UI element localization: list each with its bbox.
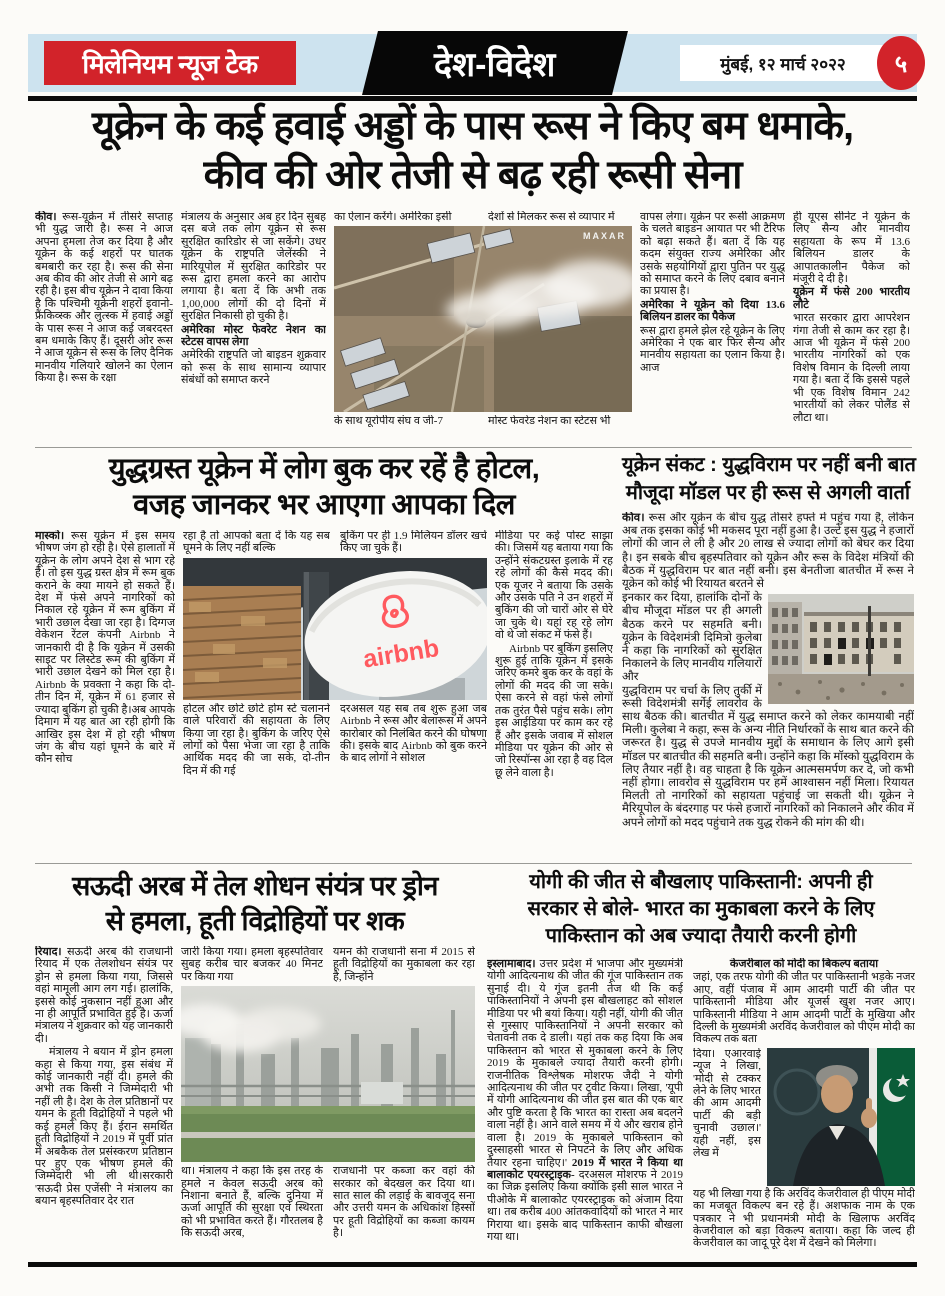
- article1-column2: मंत्रालय के अनुसार अब हर दिन सुबह दस बजे तक लोग यूक्रेन से रूस सुरक्षित कारिडोर से जा सकेंगे। उधर यूक्रेन के राष्ट्रपति जेलेंस्की ने मारियूपोल में सुरक्षित कारिडोर पर रूस द्वारा हमला करने का आरोप लगाया है। बता दें कि अभी तक 1,00,000 लोगों की दो दिनों में सुरक्षित निकासी हो चुकी है। अमेरिका मोस्ट फेवरेट नेशन का स्टेटस वापस लेगा अमेरिकी राष्ट्रपति जो बाइडन शुक्रवार को रूस के साथ सामान्य व्यापार संबंधों को समाप्त करने: [181, 211, 326, 387]
- section-title: देश-विदेश: [434, 46, 556, 84]
- article1-column1: कीव। रूस-यूक्रेन में तीसरे सप्ताह भी युद्ध जारी है। रूस ने आज अपना हमला तेज कर दिया है और यूक्रेन के कई शहरों पर घातक बमबारी कर रहा है। रूस की सेना अब कीव की ओर तेजी से आगे बढ़ रही है। इस बीच यूक्रेन ने दावा किया है कि पश्चिमी यूक्रेनी शहरों इवानो-फ्रैंकिव्स्क और लुत्स्क में हवाई अड्डों के पास रूस ने आज कई जबरदस्त बम धमाके किए हैं। दूसरी ओर रूस ने आज यूक्रेन से रूस के लिए दैनिक मानवीय गलियारे खोलने का ऐलान किया है। रूस के रक्षा: [35, 211, 173, 385]
- yogi-article-headline: योगी की जीत से बौखलाए पाकिस्तानी: अपनी ही सरकार से बोले- भारत का मुकाबला करने के लिए पाकिस्तान को अब ज्यादा तैयारी करनी होगी: [527, 871, 875, 948]
- satellite-image: [334, 226, 632, 412]
- main-headline-line2: कीव की ओर तेजी से बढ़ रही रूसी सेना: [203, 152, 742, 197]
- oil-refinery-image: [181, 986, 475, 1162]
- section-divider-2: [35, 863, 912, 864]
- date-text: मुंबई, १२ मार्च २०२२: [720, 54, 846, 74]
- article-yogi-pakistan: [487, 958, 915, 1258]
- page-number: ५: [894, 50, 908, 78]
- masthead-title: मिलेनियम न्यूज टेक: [82, 49, 258, 79]
- footer-rule: [28, 1262, 917, 1267]
- main-headline: [35, 102, 910, 200]
- header-rule: [28, 96, 917, 101]
- saudi-mid-bottomline: था। मंत्रालय ने कहा कि इस तरह के हमले न केवल सऊदी अरब को निशाना बनाते हैं, बल्कि दुनिया में ऊर्जा आपूर्ति की सुरक्षा एवं स्थिरता को भी प्रभावित करते हैं। गौरतलब है कि सऊदी अरब, राजधानी पर कब्जा कर वहां की सरकार को बेदखल कर दिया था। सात साल की लड़ाई के बावजूद सना और उत्तरी यमन के अधिकांश हिस्सों पर हूती विद्रोहियों का कब्जा कायम है।: [181, 1165, 475, 1240]
- masthead: [44, 41, 296, 85]
- yogi-column1: इस्लामाबाद। उत्तर प्रदेश में भाजपा और मुख्यमंत्री योगी आदित्यनाथ की जीत की गूंज पाकिस्तान तक सुनाई दी। ये गूंज इतनी तेज थी कि कई पाकिस्तानियों ने अपनी इस बौखलाहट को सोशल मीडिया पर भी बयां किया। यही नहीं, योगी की जीत से गुस्साए पाकिस्तानियों ने अपनी सरकार को चेतावनी तक दे डाली। यहां तक कह दिया कि अब पाकिस्तान को भारत से मुकाबला करने के लिए 2019 के मुकाबले ज्यादा तैयारी करनी होगी। राजनीतिक विश्लेषक मोशरफ जैदी ने योगी आदित्यनाथ की जीत पर ट्वीट किया। लिखा, 'यूपी में योगी आदित्यनाथ की जीत इस बात की एक बार और पुष्टि करता है कि भारत का रास्ता अब बदलने वाला नहीं है। आने वाले समय में ये और खराब होने वाला है। 2019 के मुकाबले पाकिस्तान को दुस्साहसी भारत से निपटने के लिए और अधिक तैयार रहना चाहिए।' 2019 में भारत ने किया था बालाकोट एयरस्ट्राइक- दरअसल मोशरफ ने 2019 का जिक्र इसलिए किया क्योंकि इसी साल भारत ने पीओके में बालाकोट एयरस्ट्राइक को अंजाम दिया था। तब करीब 400 आंतकवादियों को भारत ने मार गिराया था। इसके बाद पाकिस्तान काफी बौखला गया था।: [487, 958, 683, 1243]
- imran-khan-photo: [767, 1048, 915, 1186]
- subhead-us-package: अमेरिका ने यूक्रेन को दिया 13.6 बिलियन डालर का पैकेज: [640, 298, 785, 324]
- ceasefire-article-headline: यूक्रेन संकट : युद्धविराम पर नहीं बनी बात मौजूदा मॉडल पर ही रूस से अगली वार्ता: [622, 454, 916, 504]
- subhead-indians-returned: यूक्रेन में फंसे 200 भारतीय लौटे: [793, 286, 910, 311]
- dateline-moscow: मास्को।: [35, 530, 65, 542]
- article1-column6: ही यूएस सीनेट ने यूक्रेन के लिए सैन्य और मानवीय सहायता के रूप में 13.6 बिलियन डालर के आपातकालीन पैकेज को मंजूरी दे दी है। यूक्रेन में फंसे 200 भारतीय लौटे भारत सरकार द्वारा आपरेशन गंगा तेजी से काम कर रहा है। आज भी यूक्रेन में फंसे 200 भारतीय नागरिकों को एक विशेष विमान के दिल्ली लाया गया है। बता दें कि इससे पहले भी एक विशेष विमान 242 भारतीयों को लेकर पोलैंड से लौटा था।: [793, 211, 910, 424]
- saudi-middle: [181, 946, 475, 1258]
- article-airbnb-bookings: [35, 530, 613, 858]
- article-ukraine-airstrikes: [35, 211, 912, 445]
- header-bar: [28, 34, 917, 92]
- subhead-kejriwal: केजरीबाल को मोदी का बिकल्प बताया: [729, 958, 879, 970]
- dateline-kyiv-2: कीव।: [622, 512, 645, 524]
- airbnb-column1: मास्को। रूस यूक्रेन में इस समय भीषण जंग हो रही है। ऐसे हालातों में यूक्रेन के लोग अपने देश से भाग रहे हैं। तो इस युद्ध ग्रस्त क्षेत्र में रूम बुक कराने के क्या मायने हो सकते हैं। देश में फंसे अपने नागरिकों को निकाल रहे यूक्रेन में रूम बुकिंग में भारी उछाल देखा जा रहा है। दिग्गज वेकेशन रेंटल कंपनी Airbnb ने जानकारी दी है कि यूक्रेन में उसकी साइट पर लिस्टेड रूम की बुकिंग में भारी उछाल देखने को मिल रहा है। Airbnb के प्रवक्ता ने कहा कि दो-तीन दिन में, यूक्रेन में 61 हजार से ज्यादा बुकिंग हो चुकी है।अब आपके दिमाग में यह बात आ रही होगी कि आखिर इस देश में हो रही भीषण जंग के बीच यहां घूमने के बारे में कौन सोच: [35, 530, 175, 766]
- airbnb-column4: मीडिया पर कई पोस्ट साझा की। जिसमें यह बताया गया कि उन्होंने संकटग्रस्त इलाके में रह रहे लोगों की कैसे मदद की। एक यूजर ने बताया कि उसके और उसके पति ने उन शहरों में बुकिंग की जो चारों ओर से घेरे जा चुके थे। यहां रह रहे लोग वो थे जो संकट में फंसे हैं। Airbnb पर बुकिंग इसलिए शुरू हुई ताकि यूक्रेन में इसके जरिए कमरे बुक कर के वहां के लोगों की मदद की जा सके। ऐसा करने से वहां फंसे लोगों तक तुरंत पैसे पहुंच सके। लोग इस आईडिया पर काम कर रहे हैं और इसके जवाब में सोशल मीडिया पर यूक्रेन की ओर से जो रिस्पॉन्स आ रहा है वह दिल छू लेने वाला है।: [495, 530, 613, 779]
- article1-middle: [334, 211, 632, 445]
- imran-photo-row: दिया। एआरवाई न्यूज ने लिखा, 'मोदी से टक्कर लेने के लिए भारत की आम आदमी पार्टी की बड़ी चुनावी उछाल।' यही नहीं, इस लेख में: [693, 1048, 915, 1186]
- satellite-image-box: [334, 226, 632, 412]
- main-headline-line1: यूक्रेन के कई हवाई अड्डों के पास रूस ने किए बम धमाके,: [91, 104, 854, 148]
- subhead-mfn-status: अमेरिका मोस्ट फेवरेट नेशन का स्टेटस वापस लेगा: [181, 323, 326, 349]
- dateline-islamabad: इस्लामाबाद।: [487, 958, 536, 970]
- dateline-riyadh: रियाद।: [35, 946, 62, 958]
- airbnb-sign-image: [183, 558, 487, 700]
- article-ceasefire-talks: कीव। रूस और यूक्रेन के बीच युद्ध तीसरे हफ्ते में पहुंच गया है, लेकिन अब तक इसका कोई भी मकसद पूरा नहीं हुआ है। उल्टे इस युद्ध ने हजारों लोगों की जान ले ली है और 20 लाख से ज्यादा लोगों को बेघर कर दिया है। इन सबके बीच बृहस्पतिवार को यूक्रेन और रूस के विदेश मंत्रियों की बैठक में युद्धविराम पर बात नहीं बनी। इस बेनतीजा बातचीत में रूस ने यूक्रेन को कोई भी रियायत बरतने से इनकार कर दिया, हालांकि दोनों के बीच मौजूदा मॉडल पर ही अगली बैठक करने पर सहमति बनी। यूक्रेन के विदेशमंत्री दिमित्रो कुलेबा ने कहा कि नागरिकों को सुरक्षित निकालने के लिए मानवीय गलियारों और युद्धविराम पर चर्चा के लिए तुर्की में रूसी विदेशमंत्री सर्गेई लावरोव के साथ बैठक की। बातचीत में युद्ध समाप्त करने को लेकर कामयाबी नहीं मिली। कुलेबा ने कहा, रूस के अन्य नीति निर्धारकों के साथ बात करने की जरूरत है। युद्ध से उपजे मानवीय मुद्दों के समाधान के लिए आगे इसी मॉडल पर बातचीत की सहमति बनी। उन्होंने कहा कि मॉस्को युद्धविराम के लिए तैयार नहीं है। वह चाहता है कि यूक्रेन आत्मसमर्पण कर दे, जो कभी नहीं होगा। लावरोव से युद्धविराम पर हमें आश्वासन नहीं मिला। रियायत मिलती तो नागरिकों को सहायता पहुंचाई जा सकती थी। यूक्रेन ने मैरियूपोल के बंदरगाह पर फंसे हजारों नागरिकों को निकालने और कीव में अपने लोगों को मदद पहुंचाने तक युद्ध रोकने की मांग की थी।: [622, 512, 914, 829]
- damaged-building-image: [768, 594, 914, 704]
- airbnb-wordmark: airbnb: [361, 633, 442, 674]
- airbnb-article-headline: युद्धग्रस्त यूक्रेन में लोग बुक कर रहें है होटल, वजह जानकर भर आएगा आपका दिल: [108, 453, 540, 521]
- dateline-kyiv: कीव।: [35, 211, 57, 223]
- date-box: [680, 45, 886, 81]
- article1-mid-topline: का ऐलान करेंगे। अमेरिका इसी देशों से मिलकर रूस से व्यापार में: [334, 211, 615, 223]
- saudi-column1: रियाद। सऊदी अरब की राजधानी रियाद में एक तेलशोधन संयंत्र पर ड्रोन से हमला किया गया, जिससे वहां मामूली आग लग गई। हालांकि, इससे कोई नुकसान नहीं हुआ और ना ही आपूर्ति प्रभावित हुई है। ऊर्जा मंत्रालय ने शुक्रवार को यह जानकारी दी। मंत्रालय ने बयान में ड्रोन हमला कहा से किया गया, इस संबंध में कोई जानकारी नहीं दी। हमले की अभी तक किसी ने जिम्मेदारी भी नहीं ली है। देश के तेल प्रतिष्ठानों पर यमन के हूती विद्रोहियों ने पहले भी कई हमले किए हैं। ईरान समर्थित हूती विद्रोहियों ने 2019 में पूर्वी प्रांत में अबकैक तेल प्रसंस्करण प्रतिष्ठान पर हुए एक भीषण हमले की जिम्मेदारी भी ली थी।सरकारी 'सऊदी प्रेस एजेंसी' ने मंत्रालय का बयान बृहस्पतिवार देर रात: [35, 946, 173, 1208]
- saudi-article-headline: सऊदी अरब में तेल शोधन संयंत्र पर ड्रोन से हमला, हूती विद्रोहियों पर शक: [72, 871, 438, 937]
- article1-mid-bottomline: के साथ यूरोपीय संघ व जी-7 मोस्ट फेवरेड नेशन का स्टेटस भी: [334, 415, 611, 428]
- airbnb-middle: [183, 530, 487, 858]
- maxar-watermark: MAXAR: [583, 231, 626, 242]
- airbnb-mid-bottomline: होटल और छोटे छोटे होम स्टे चलानने वाले परिवारों की सहायता के लिए किया जा रहा है। बुकिंग के जरिए ऐसे लोगों को पैसा भेजा जा रहा है ताकि आर्थिक मदद की जा सके, दो-तीन दिन में की गई दरअसल यह सब तब शुरू हुआ जब Airbnb ने रूस और बेलारूस में अपने कारोबार को निलंबित करने की घोषणा की। इसके बाद Airbnb को बुक करने के बाद लोगों ने सोशल: [183, 702, 487, 777]
- page-number-badge: [877, 36, 925, 90]
- subhead-balakot: 2019 में भारत ने किया था बालाकोट एयरस्ट्राइक-: [487, 1156, 683, 1181]
- airbnb-mid-topline: रहा है तो आपको बता दें कि यह सब घूमने के लिए नहीं बल्कि बुकिंग पर ही 1.9 मिलियन डॉलर खर्च किए जा चुके हैं।: [183, 530, 487, 555]
- yogi-column2: केजरीबाल को मोदी का बिकल्प बताया जहां, एक तरफ योगी की जीत पर पाकिस्तानी भड़के नजर आए, वहीं पंजाब में आम आदमी पार्टी की जीत पर पाकिस्तानी मीडिया और यूजर्स खुश नजर आए। पाकिस्तानी मीडिया ने आम आदमी पार्टी के मुखिया और दिल्ली के मुख्यमंत्री अरविंद केजरीवाल को पीएम मोदी का विकल्प तक बता दिया। एआरवाई न्यूज ने लिखा, 'मोदी से टक्कर लेने के लिए भारत की आम आदमी पार्टी की बड़ी चुनावी उछाल।' यही नहीं, इस लेख में यह भी लिखा गया है कि अरविंद केजरीवाल ही पीएम मोदी का मजबूत विकल्प बन रहे हैं। अशफाक नाम के एक पत्रकार ने भी प्रधानमंत्री मोदी के खिलाफ अरविंद केजरीवाल को बड़ा विकल्प बताया। कहा कि जल्द ही केजरीवाल का जादू पूरे देश में देखने को मिलेगा।: [693, 958, 915, 1250]
- section-banner: [362, 31, 628, 95]
- section-divider-1: [35, 447, 912, 448]
- article-saudi-drone-attack: [35, 946, 475, 1258]
- saudi-mid-topline: जारी किया गया। हमला बृहस्पतिवार सुबह करीब चार बजकर 40 मिनट पर किया गया यमन की राजधानी सना में 2015 से हूती विद्रोहियों का मुकाबला कर रहा है, जिन्होंने: [181, 946, 475, 983]
- article1-column5: वापस लेगा। यूक्रेन पर रूसी आक्रमण के चलते बाइडन आयात पर भी टैरिफ को बढ़ा सकते हैं। बता दें कि यह कदम संयुक्त राज्य अमेरिका और उसके सहयोगियों द्वारा पुतिन पर युद्ध को समाप्त करने के लिए दबाव बनाने का प्रयास है। अमेरिका ने यूक्रेन को दिया 13.6 बिलियन डालर का पैकेज रूस द्वारा हमले झेल रहे यूक्रेन के लिए अमेरिका ने एक बार फिर सैन्य और मानवीय सहायता का एलान किया है। आज: [640, 211, 785, 374]
